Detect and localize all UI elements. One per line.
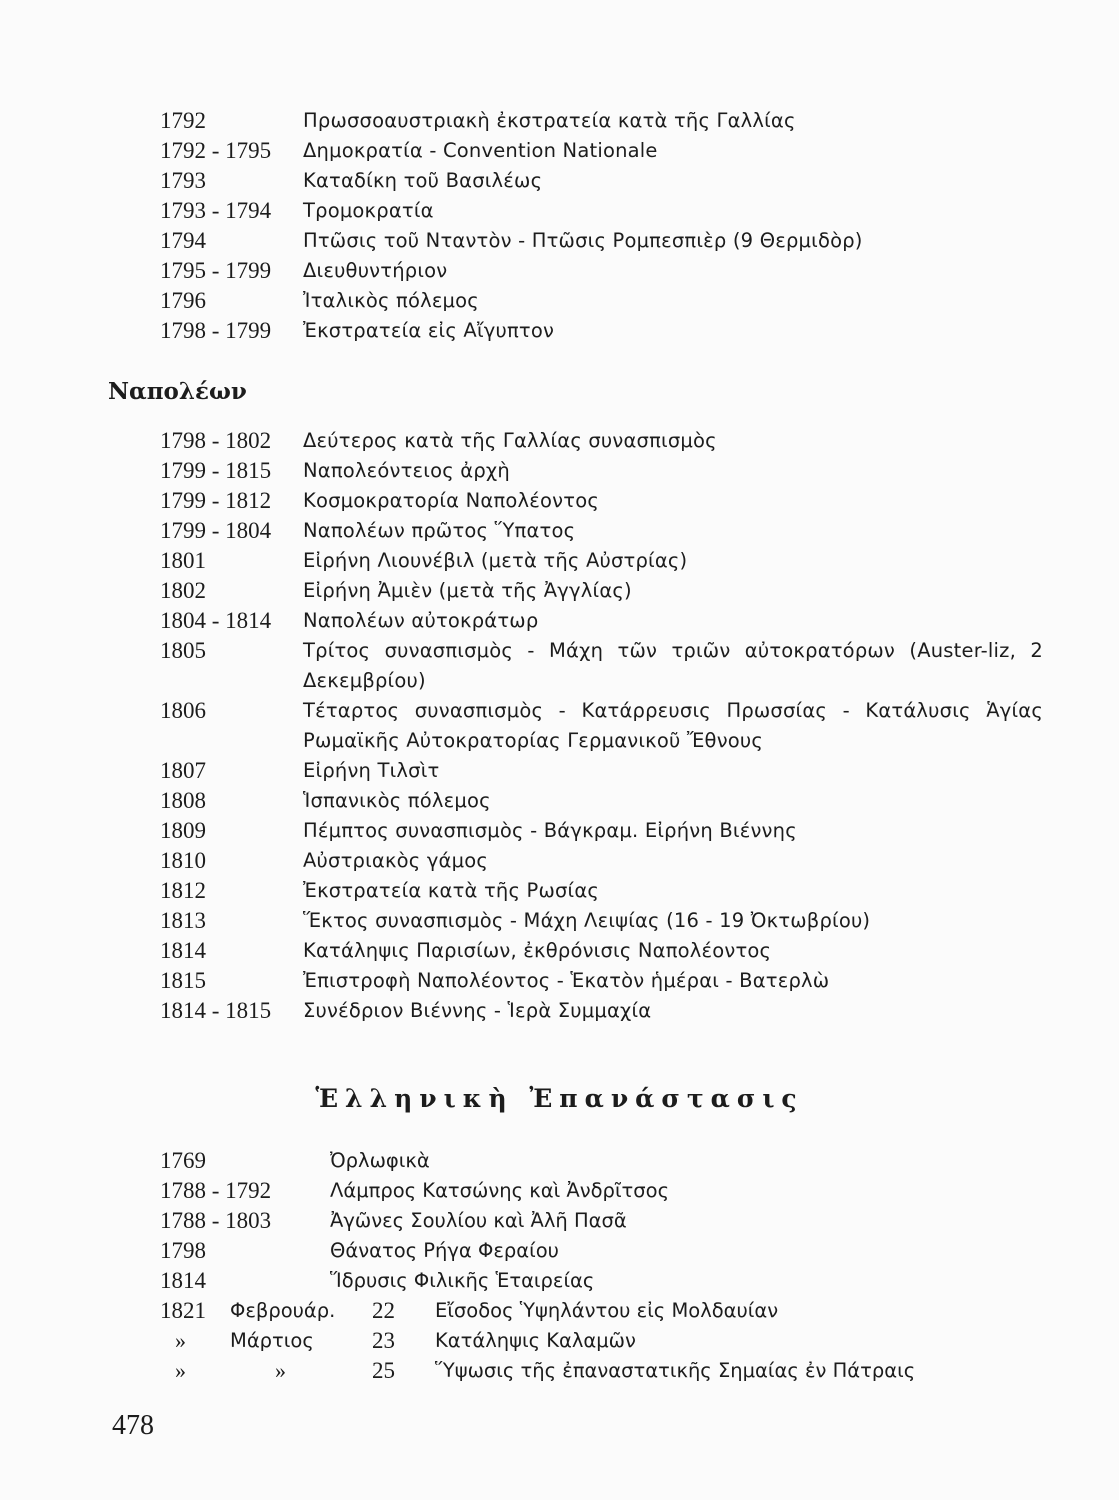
entry-day: 22 — [372, 1298, 395, 1323]
entry-date: 1769 — [160, 1148, 206, 1173]
entry-text: Τέταρτος συνασπισμὸς - Κατάρρευσις Πρωσσίας - Κατάλυσις Ἁγίας Ρωμαϊκῆς Αὐτοκρατορίας Γερμανικοῦ Ἔθνους — [303, 699, 1043, 752]
entry-date: 1812 — [160, 878, 206, 903]
entry-text: Πτῶσις τοῦ Νταντὸν - Πτῶσις Ρομπεσπιὲρ (9 Θερμιδὸρ) — [303, 229, 863, 252]
entry-text: Τρομοκρατία — [303, 199, 434, 222]
entry-date: 1806 — [160, 698, 206, 723]
entry-date: 1810 — [160, 848, 206, 873]
entry-text: Πρωσσοαυστριακὴ ἐκστρατεία κατὰ τῆς Γαλλίας — [303, 109, 796, 132]
entry-year: » — [175, 1328, 186, 1353]
entry-month: Μάρτιος — [230, 1329, 314, 1352]
entry-text: Λάμπρος Κατσώνης καὶ Ἀνδρῖτσος — [330, 1179, 670, 1202]
entry-text: Δεύτερος κατὰ τῆς Γαλλίας συνασπισμὸς — [303, 429, 717, 452]
entry-date: 1793 - 1794 — [160, 198, 272, 223]
entry-text: Διευθυντήριον — [303, 259, 448, 282]
entry-year: » — [175, 1358, 186, 1383]
entry-text: Εἰρήνη Λιουνέβιλ (μετὰ τῆς Αὐστρίας) — [303, 549, 688, 572]
entry-text: Ἰταλικὸς πόλεμος — [303, 289, 479, 312]
entry-text: Ναπολέων αὐτοκράτωρ — [303, 609, 539, 632]
entry-text: Τρίτος συνασπισμὸς - Μάχη τῶν τριῶν αὐτοκρατόρων (Auster-liz, 2 Δεκεμβρίου) — [303, 639, 1043, 692]
entry-day: 23 — [372, 1328, 395, 1353]
entry-date: 1796 — [160, 288, 206, 313]
entry-date: 1814 - 1815 — [160, 998, 272, 1023]
entry-text: Ἐκστρατεία κατὰ τῆς Ρωσίας — [303, 879, 600, 902]
entry-text: Ὕψωσις τῆς ἐπαναστατικῆς Σημαίας ἐν Πάτραις — [435, 1359, 916, 1382]
entry-text: Ὀρλωφικὰ — [330, 1149, 430, 1172]
entry-text: Αὐστριακὸς γάμος — [303, 849, 488, 872]
entry-text: Εἰρήνη Τιλσὶτ — [303, 759, 440, 782]
entry-date: 1792 - 1795 — [160, 138, 272, 163]
entry-text: Κατάληψις Καλαμῶν — [435, 1329, 636, 1352]
entry-date: 1799 - 1815 — [160, 458, 272, 483]
entry-date: 1809 — [160, 818, 206, 843]
entry-day: 25 — [372, 1358, 395, 1383]
entry-text: Πέμπτος συνασπισμὸς - Βάγκραμ. Εἰρήνη Βιέννης — [303, 819, 797, 842]
entry-text: Κατάληψις Παρισίων, ἐκθρόνισις Ναπολέοντος — [303, 939, 772, 962]
entry-text: Ἀγῶνες Σουλίου καὶ Ἀλῆ Πασᾶ — [330, 1209, 627, 1232]
entry-text: Ἱσπανικὸς πόλεμος — [303, 789, 491, 812]
entry-text: Εἰρήνη Ἀμιὲν (μετὰ τῆς Ἀγγλίας) — [303, 579, 632, 602]
entry-date: 1805 — [160, 638, 206, 663]
entry-date: 1798 — [160, 1238, 206, 1263]
entry-text: Καταδίκη τοῦ Βασιλέως — [303, 169, 543, 192]
entry-text: Θάνατος Ρήγα Φεραίου — [330, 1239, 559, 1262]
entry-date: 1799 - 1804 — [160, 518, 272, 543]
entry-date: 1801 — [160, 548, 206, 573]
section-heading-napoleon: Ναπολέων — [108, 378, 247, 405]
entry-date: 1795 - 1799 — [160, 258, 272, 283]
page-number: 478 — [112, 1410, 154, 1441]
entry-date: 1793 — [160, 168, 206, 193]
entry-date: 1788 - 1792 — [160, 1178, 272, 1203]
entry-text: Ἐπιστροφὴ Ναπολέοντος - Ἑκατὸν ἡμέραι - Βατερλὼ — [303, 969, 830, 992]
entry-date: 1815 — [160, 968, 206, 993]
entry-date: 1802 — [160, 578, 206, 603]
entry-text: Ναπολέων πρῶτος Ὕπατος — [303, 519, 576, 542]
entry-text: Εἴσοδος Ὑψηλάντου εἰς Μολδαυίαν — [435, 1299, 779, 1322]
entry-date: 1808 — [160, 788, 206, 813]
entry-date: 1794 — [160, 228, 206, 253]
entry-date: 1814 — [160, 938, 206, 963]
entry-date: 1799 - 1812 — [160, 488, 272, 513]
entry-text: Κοσμοκρατορία Ναπολέοντος — [303, 489, 599, 512]
entry-month: Φεβρουάρ. — [230, 1299, 336, 1322]
entry-text: Συνέδριον Βιέννης - Ἱερὰ Συμμαχία — [303, 999, 652, 1022]
entry-text: Ἕκτος συνασπισμὸς - Μάχη Λειψίας (16 - 19 Ὀκτωβρίου) — [303, 909, 871, 932]
entry-text: Ἐκστρατεία εἰς Αἴγυπτον — [303, 319, 555, 342]
entry-year: 1821 — [160, 1298, 206, 1323]
entry-date: 1814 — [160, 1268, 206, 1293]
entry-text: Ναπολεόντειος ἀρχὴ — [303, 459, 510, 482]
entry-date: 1798 - 1802 — [160, 428, 272, 453]
entry-date: 1813 — [160, 908, 206, 933]
entry-text: Ἵδρυσις Φιλικῆς Ἑταιρείας — [330, 1269, 595, 1292]
entry-date: 1798 - 1799 — [160, 318, 272, 343]
entry-date: 1804 - 1814 — [160, 608, 272, 633]
section-heading-greek-revolution: Ἑλληνικὴ Ἐπανάστασις — [315, 1084, 804, 1113]
entry-text: Δημοκρατία - Convention Nationale — [303, 139, 658, 162]
entry-month: » — [275, 1358, 286, 1383]
entry-date: 1788 - 1803 — [160, 1208, 272, 1233]
entry-date: 1792 — [160, 108, 206, 133]
entry-date: 1807 — [160, 758, 206, 783]
